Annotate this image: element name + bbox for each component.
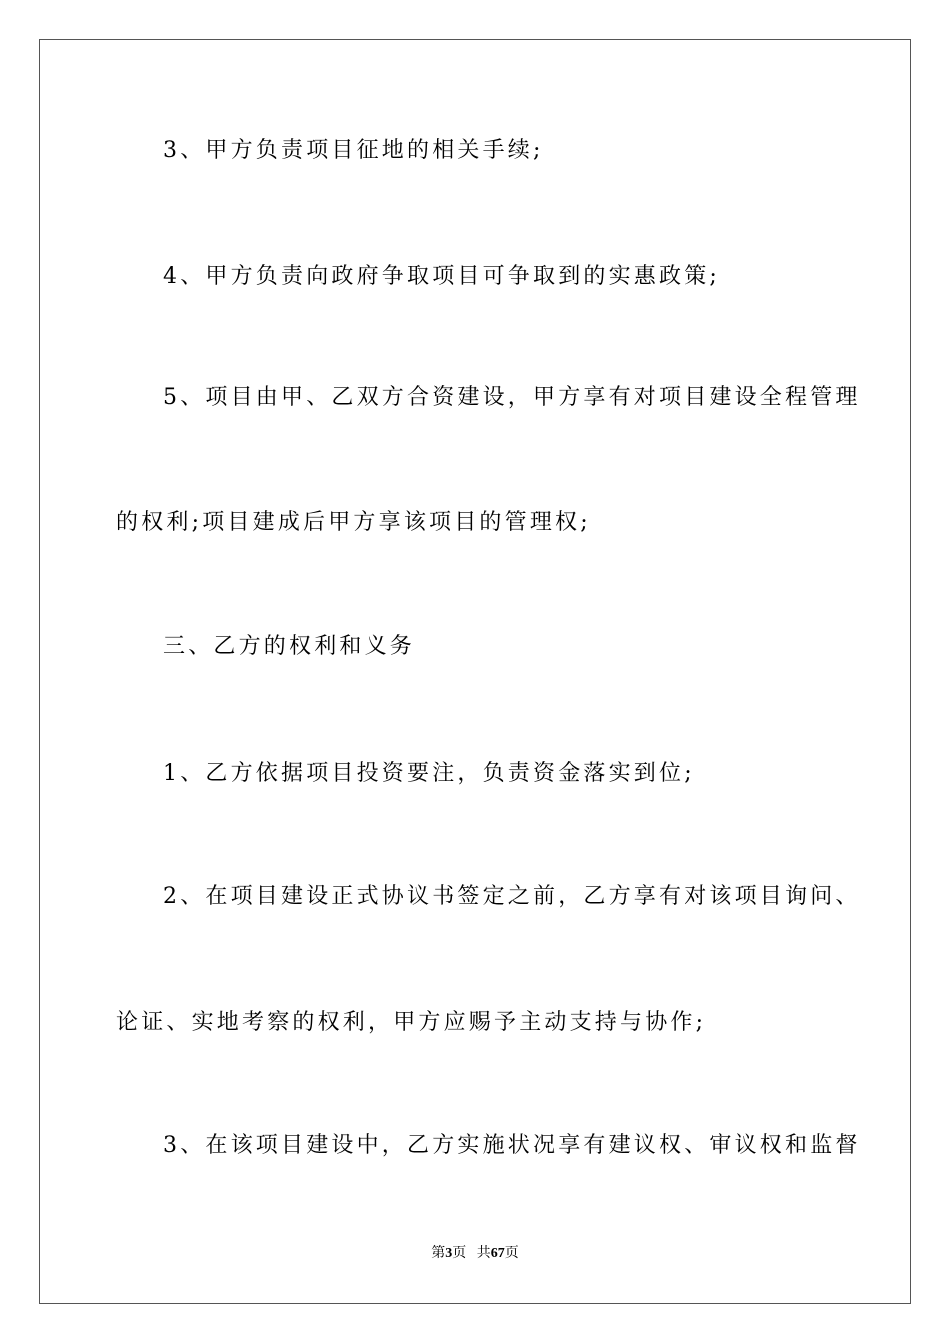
- paragraph-3-continuation: 的权利;项目建成后甲方享该项目的管理权;: [116, 510, 591, 535]
- section-heading: 三、乙方的权利和义务: [163, 634, 416, 659]
- paragraph-3: 5、项目由甲、乙双方合资建设，甲方享有对项目建设全程管理: [163, 385, 861, 410]
- footer-page-suffix: 页: [452, 1246, 467, 1261]
- paragraph-5: 2、在项目建设正式协议书签定之前，乙方享有对该项目询问、: [163, 884, 861, 909]
- footer-total-pages: 67: [490, 1246, 505, 1261]
- paragraph-6: 3、在该项目建设中，乙方实施状况享有建议权、审议权和监督: [163, 1133, 861, 1158]
- footer-current-page: 3: [445, 1246, 453, 1261]
- paragraph-4: 1、乙方依据项目投资要注，负责资金落实到位;: [163, 761, 695, 786]
- page-footer: [0, 1244, 950, 1264]
- paragraph-2: 4、甲方负责向政府争取项目可争取到的实惠政策;: [163, 264, 721, 289]
- page-border: [39, 39, 911, 1304]
- paragraph-1: 3、甲方负责项目征地的相关手续;: [163, 138, 544, 163]
- paragraph-5-continuation: 论证、实地考察的权利，甲方应赐予主动支持与协作;: [116, 1010, 707, 1035]
- footer-prefix: 第: [431, 1246, 446, 1261]
- footer-total-prefix: 共: [476, 1246, 491, 1261]
- footer-total-suffix: 页: [504, 1246, 519, 1261]
